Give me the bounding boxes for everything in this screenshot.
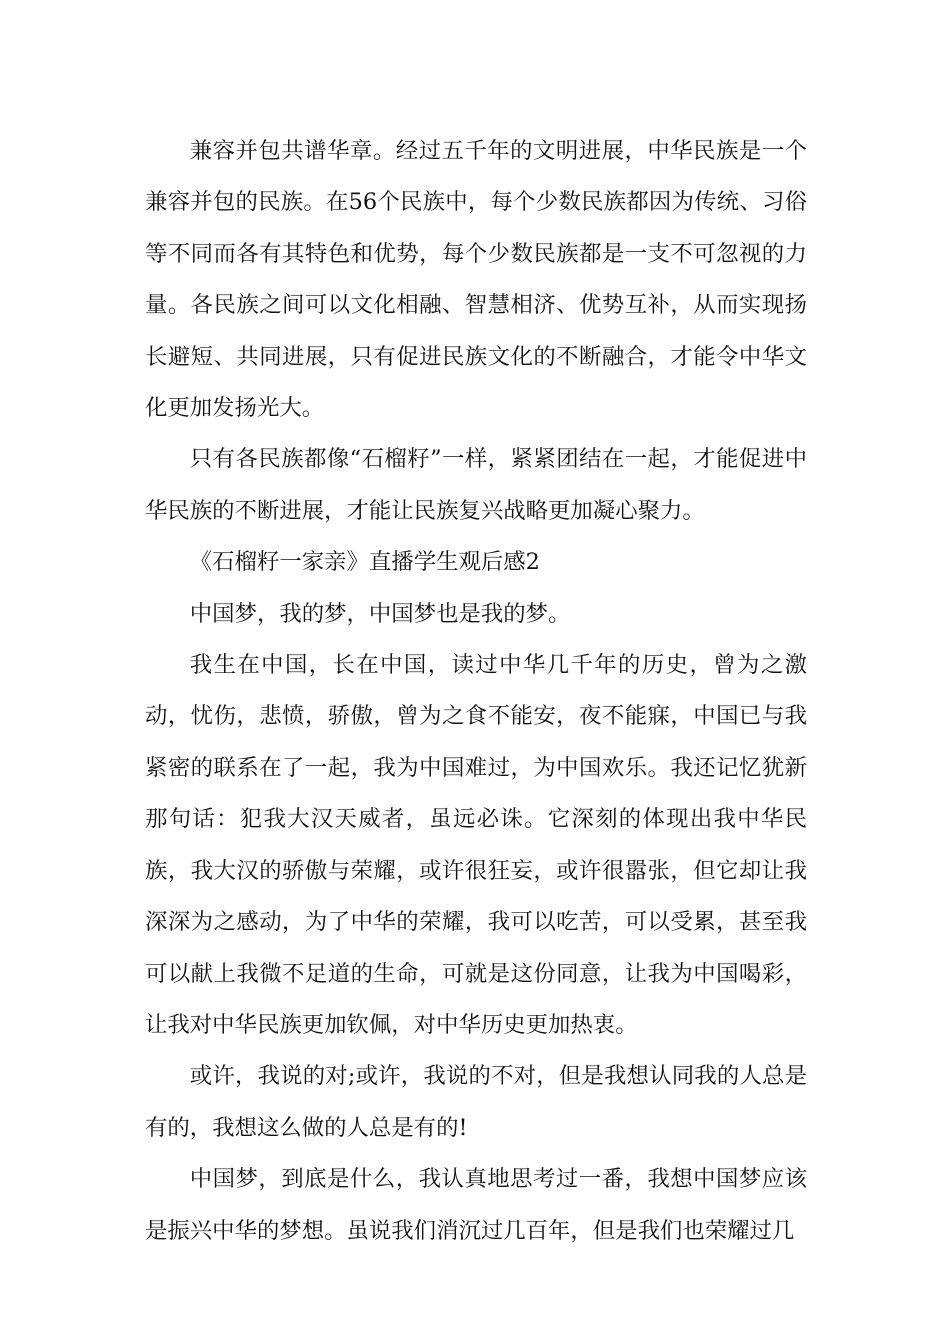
document-body bbox=[145, 126, 807, 1257]
paragraph-china-dream-intro: 中国梦，我的梦，中国梦也是我的梦。 bbox=[189, 600, 571, 627]
essay-title: 《石榴籽一家亲》直播学生观后感2 bbox=[189, 549, 540, 576]
paragraph-perhaps: 或许，我说的对;或许，我说的不对，但是我想认同我的人总是有的，我想这么做的人总是有的! bbox=[145, 1063, 807, 1141]
paragraph-inclusive-unity: 兼容并包共谱华章。经过五千年的文明进展，中华民族是一个兼容并包的民族。在56个民族中，每个少数民族都因为传统、习俗等不同而各有其特色和优势，每个少数民族都是一支不可忽视的力量。各民族之间可以文化相融、智慧相济、优势互补，从而实现扬长避短、共同进展，只有促进民族文化的不断融合，才能令中华文化更加发扬光大。 bbox=[145, 138, 807, 422]
paragraph-born-in-china: 我生在中国，长在中国，读过中华几千年的历史，曾为之激动，忧伤，悲愤，骄傲，曾为之食不能安，夜不能寐，中国已与我紧密的联系在了一起，我为中国难过，为中国欢乐。我还记忆犹新那句话：犯我大汉天威者，虽远必诛。它深刻的体现出我中华民族，我大汉的骄傲与荣耀，或许很狂妄，或许很嚣张，但它却让我深深为之感动，为了中华的荣耀，我可以吃苦，可以受累，甚至我可以献上我微不足道的生命，可就是这份同意，让我为中国喝彩，让我对中华民族更加钦佩，对中华历史更加热衷。 bbox=[145, 652, 807, 1038]
paragraph-pomegranate-seeds: 只有各民族都像“石榴籽”一样，紧紧团结在一起，才能促进中华民族的不断进展，才能让民族复兴战略更加凝心聚力。 bbox=[145, 446, 807, 524]
paragraph-what-is-china-dream: 中国梦，到底是什么，我认真地思考过一番，我想中国梦应该是振兴中华的梦想。虽说我们消沉过几百年，但是我们也荣耀过几 bbox=[145, 1166, 807, 1244]
